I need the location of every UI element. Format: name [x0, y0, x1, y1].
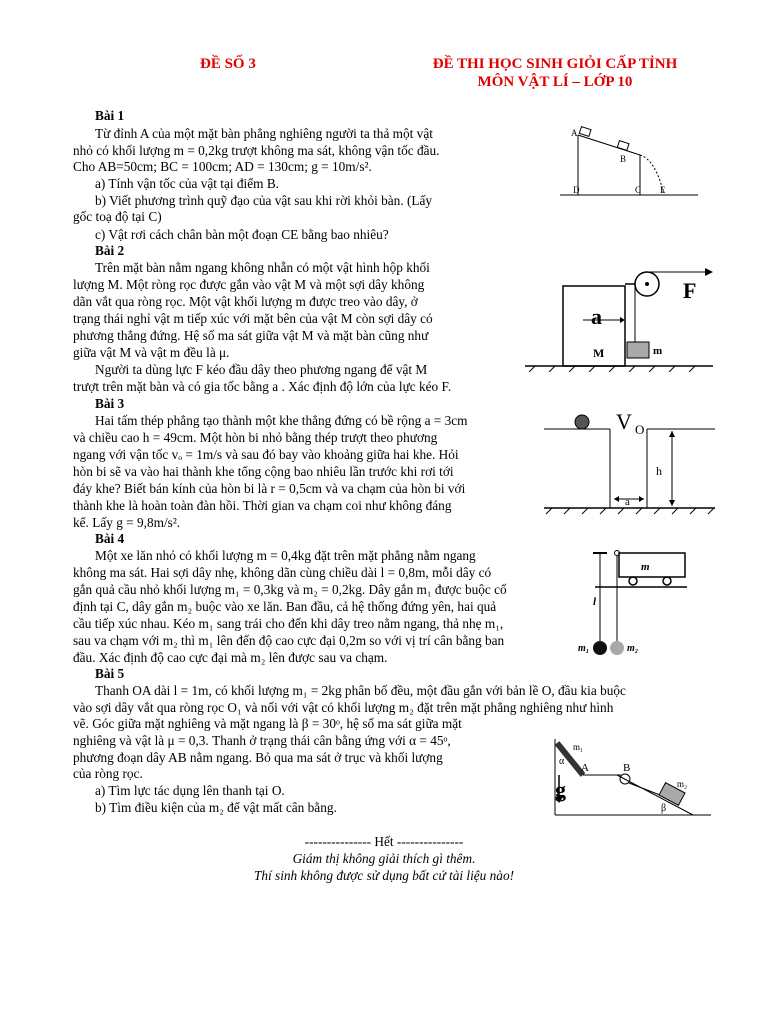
- problem-2-line: trượt trên mặt bàn và có gia tốc bằng a . Xác định độ lớn của lực kéo F.: [73, 379, 452, 394]
- label-E: E: [660, 185, 666, 195]
- label-B: B: [620, 154, 627, 164]
- label-o: O: [635, 422, 645, 437]
- label-m2: m₂: [677, 779, 688, 789]
- problem-1-figure: [560, 120, 700, 205]
- label-A: A: [581, 762, 589, 774]
- problem-1-line: Từ đỉnh A của một mặt bàn phẳng nghiêng người ta thả một vật: [95, 126, 433, 141]
- label-A: A: [571, 128, 578, 138]
- problem-2-line: lượng M. Một ròng rọc được gắn vào vật M và một sợi dây không: [73, 277, 425, 292]
- problem-4-line: Một xe lăn nhỏ có khối lượng m = 0,4kg đặt trên mặt phẳng nằm ngang: [95, 548, 476, 563]
- problem-2-line: Người ta dùng lực F kéo đầu dây theo phương ngang để vật M: [95, 362, 428, 377]
- problem-3-line: thành khe là hoàn toàn đàn hồi. Thời gian va chạm coi như không đáng: [73, 498, 452, 513]
- label-m: m: [653, 345, 663, 357]
- problem-5-line: vào sợi dây vắt qua ròng rọc O₁ và nối với vật có khối lượng m₂ đặt trên mặt phẳng nghiêng như hình: [73, 700, 614, 715]
- problem-5-line: Thanh OA dài l = 1m, có khối lượng m₁ = 2kg phân bố đều, một đầu gắn với bản lề O, đầu kia buộc: [95, 683, 626, 698]
- label-a-width: a: [625, 496, 630, 508]
- proctor-note: Giám thị không giải thích gì thêm.: [292, 851, 476, 866]
- label-B: B: [623, 762, 631, 774]
- problem-5-title: Bài 5: [95, 666, 125, 681]
- problem-2-line: phương thẳng đứng. Hệ số ma sát giữa vật M và mặt bàn cũng như: [73, 328, 429, 343]
- problem-2-line: giữa vật M và vật m đều là μ.: [73, 345, 230, 360]
- problem-3-line: đáy khe? Biết bán kính của hòn bi là r = 0,5cm và va chạm của hòn bi với: [73, 481, 466, 496]
- label-h: h: [656, 464, 662, 478]
- problem-3-line: ngang với vận tốc vₒ = 1m/s và sau đó bay vào khoảng giữa hai khe. Hỏi: [73, 447, 459, 462]
- problem-4-line: sau va chạm với m₂ thì m₁ lên đến độ cao cực đại 0,2m so với vị trí cân bằng ban: [73, 633, 505, 648]
- label-M: M: [593, 346, 605, 360]
- problem-5-line: vẽ. Góc giữa mặt nghiêng và mặt ngang là β = 30ᵒ, hệ số ma sát giữa mặt: [73, 716, 462, 731]
- label-m1: m₁: [578, 643, 590, 654]
- problem-1-title: Bài 1: [95, 108, 125, 123]
- problem-4-line: không ma sát. Hai sợi dây nhẹ, không dãn cùng chiều dài l = 0,8m, mỗi dây có: [73, 565, 492, 580]
- problem-3-line: Hai tấm thép phẳng tạo thành một khe thẳng đứng có bề rộng a = 3cm: [95, 413, 468, 428]
- problem-4-title: Bài 4: [95, 531, 125, 546]
- label-D: D: [573, 185, 580, 195]
- exam-subject: MÔN VẬT LÍ – LỚP 10: [477, 74, 633, 90]
- problem-1-line: gốc toạ độ tại C): [73, 209, 162, 224]
- problem-5-line: b) Tìm điều kiện của m₂ để vật mất cân bằng.: [95, 800, 337, 815]
- problem-1-line: a) Tính vận tốc của vật tại điểm B.: [95, 176, 280, 191]
- problem-2-line: Trên mặt bàn nằm ngang không nhẵn có một vật hình hộp khối: [95, 260, 430, 275]
- label-m1: m₁: [573, 742, 584, 752]
- problem-2-line: dãn vắt qua ròng rọc. Một vật khối lượng m được treo vào dây, ở: [73, 294, 418, 309]
- problem-2-figure: [525, 262, 715, 372]
- problem-5-figure: [545, 735, 713, 820]
- label-cart-m: m: [641, 561, 650, 573]
- problem-4-line: định tại C, dây gắn m₂ buộc vào xe lăn. Ban đầu, cả hệ thống đứng yên, hai quả: [73, 599, 497, 614]
- problem-5-line: a) Tìm lực tác dụng lên thanh tại O.: [95, 783, 285, 798]
- problem-5-line: nghiêng và vật là μ = 0,3. Thanh ở trạng thái cân bằng ứng với α = 45ᵒ,: [73, 733, 451, 748]
- problem-5-line: phương đoạn dây AB nằm ngang. Bỏ qua ma sát ở trục và khối lượng: [73, 750, 443, 765]
- label-m2: m₂: [627, 643, 639, 654]
- problem-3-title: Bài 3: [95, 396, 125, 411]
- problem-3-line: kể. Lấy g = 9,8m/s².: [73, 515, 181, 530]
- problem-1-line: b) Viết phương trình quỹ đạo của vật sau khi rời khỏi bàn. (Lấy: [95, 193, 433, 208]
- label-v: V: [616, 409, 632, 434]
- problem-4-line: cầu tiếp xúc nhau. Kéo m₁ sang trái cho đến khi dây treo nằm ngang, thả nhẹ m₁,: [73, 616, 504, 631]
- problem-3-line: hòn bi sẽ va vào hai thành khe tổng cộng bao nhiêu lần trước khi rơi tới: [73, 464, 454, 479]
- exam-number: ĐỀ SỐ 3: [200, 56, 256, 72]
- problem-1-line: c) Vật rơi cách chân bàn một đoạn CE bằng bao nhiêu?: [95, 227, 389, 242]
- problem-4-line: gắn quả cầu nhỏ khối lượng m₁ = 0,3kg và m₂ = 0,2kg. Dây gắn m₁ được buộc cố: [73, 582, 507, 597]
- problem-1-line: Cho AB=50cm; BC = 100cm; AD = 130cm; g = 10m/s².: [73, 159, 372, 174]
- problem-4-line: đầu. Xác định độ cao cực đại mà m₂ lên được sau va chạm.: [73, 650, 388, 665]
- exam-title: ĐỀ THI HỌC SINH GIỎI CẤP TỈNH: [432, 56, 678, 72]
- candidate-note: Thí sinh không được sử dụng bất cứ tài liệu nào!: [253, 868, 515, 883]
- label-l: l: [593, 596, 597, 608]
- label-beta: β: [661, 803, 667, 814]
- label-C: C: [635, 185, 642, 195]
- problem-5-line: của ròng rọc.: [73, 766, 143, 781]
- problem-3-line: và chiều cao h = 49cm. Một hòn bi nhỏ bằng thép trượt theo phương: [73, 430, 438, 445]
- end-marker: --------------- Hết ---------------: [304, 834, 464, 849]
- label-alpha: α: [559, 756, 565, 767]
- problem-2-title: Bài 2: [95, 243, 125, 258]
- label-g: g: [555, 777, 566, 802]
- problem-2-line: trạng thái nghỉ vật m tiếp xúc với mặt bên của vật M còn sợi dây có: [73, 311, 433, 326]
- problem-4-figure: [575, 545, 705, 660]
- label-F: F: [683, 278, 697, 303]
- problem-3-figure: [540, 405, 715, 520]
- problem-1-line: nhỏ có khối lượng m = 0,2kg trượt không ma sát, không vận tốc đầu.: [73, 143, 440, 158]
- label-a: a: [591, 304, 602, 329]
